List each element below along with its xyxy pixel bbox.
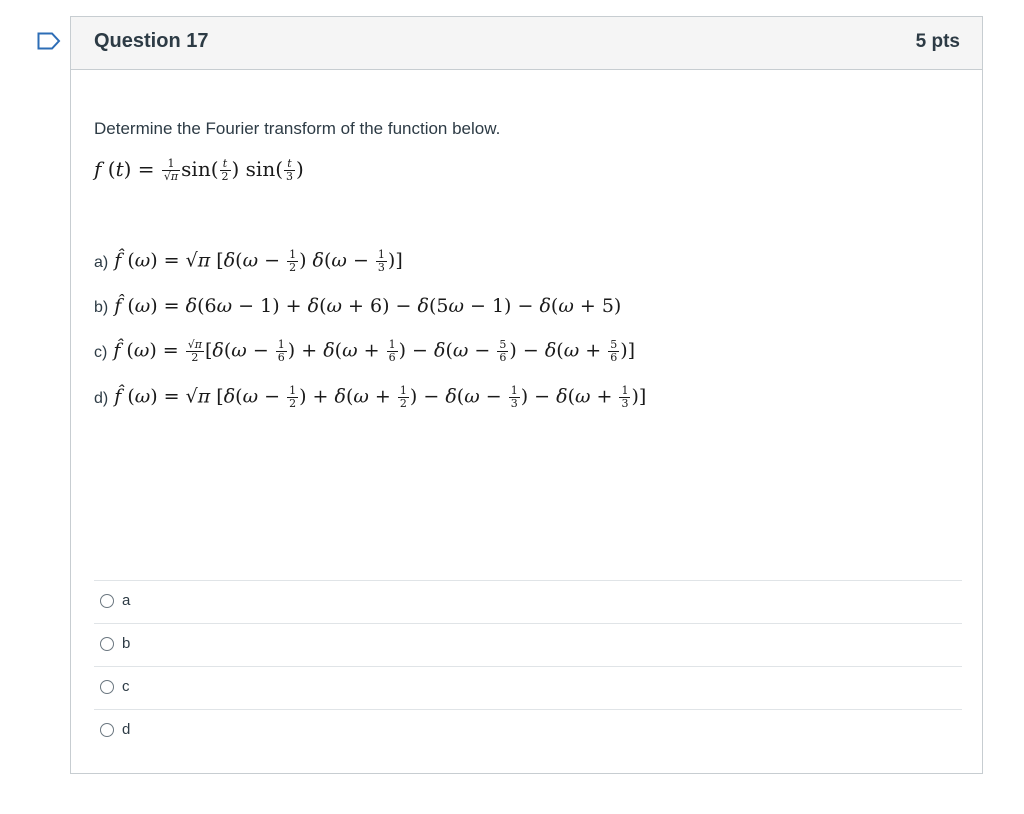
radio-icon[interactable] — [100, 680, 114, 694]
answer-choice-a[interactable] — [94, 580, 962, 623]
function-formula: f (t) = $\frac{1}{√\pi}$ sin( $\frac{t}{2}$ ) sin( $\frac{t}{3}$ ) — [94, 157, 304, 183]
question-card — [70, 16, 983, 774]
option-label: d) — [94, 389, 109, 407]
answer-label[interactable]: d — [122, 721, 131, 738]
answer-choice-d[interactable] — [94, 709, 962, 752]
option-d-formula: d) f̂ (ω) = √π [δ(ω − $\frac{1}{2}$ ) + δ(ω + $\frac{1}{2}$ ) − δ(ω − $\frac{1}{3}$ ) − δ(ω + $\frac{1}{3}$ )] — [94, 384, 647, 410]
answer-list — [94, 580, 962, 752]
answer-label[interactable]: c — [122, 678, 130, 695]
radio-icon[interactable] — [100, 594, 114, 608]
question-points: 5 pts — [915, 31, 960, 52]
option-label: b) — [94, 299, 109, 316]
question-title: Question 17 — [94, 30, 209, 52]
option-c-formula: c) f̂ (ω) = $\frac{√\pi}{2}$ [δ(ω − $\frac{1}{6}$ ) + δ(ω + $\frac{1}{6}$ ) − δ(ω − $\frac{5}{6}$ ) − δ(ω + $\frac{5}{6}$ )] — [94, 338, 636, 364]
radio-icon[interactable] — [100, 637, 114, 651]
question-prompt: Determine the Fourier transform of the function below. — [94, 119, 501, 138]
bookmark-flag-icon[interactable] — [37, 32, 61, 50]
option-a-formula: a) f̂ (ω) = √π [δ(ω − $\frac{1}{2}$ ) δ(ω − $\frac{1}{3}$ )] — [94, 248, 403, 274]
option-b-formula: b) f̂ (ω) = δ(6ω − 1) + δ(ω + 6) − δ(5ω − 1) − δ(ω + 5) — [94, 295, 622, 317]
answer-choice-c[interactable] — [94, 666, 962, 709]
option-label: c) — [94, 343, 108, 361]
answer-label[interactable]: a — [122, 592, 131, 609]
radio-icon[interactable] — [100, 723, 114, 737]
answer-label[interactable]: b — [122, 635, 131, 652]
answer-choice-b[interactable] — [94, 623, 962, 666]
question-header — [71, 17, 982, 70]
option-label: a) — [94, 253, 109, 271]
